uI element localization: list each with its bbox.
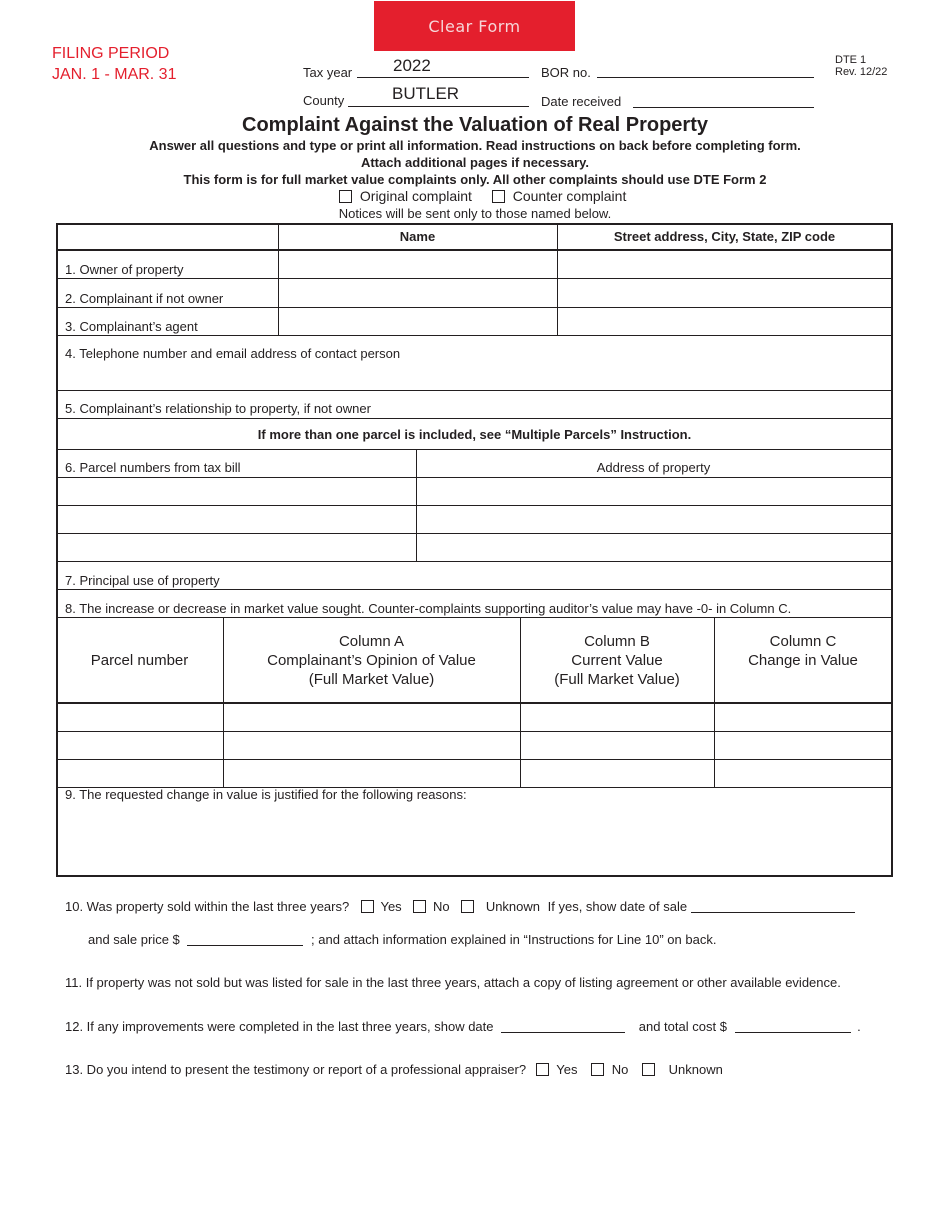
form-revision: Rev. 12/22 (835, 66, 888, 78)
question-10-text: 10. Was property sold within the last three years? (65, 899, 350, 914)
column-c-header (714, 632, 892, 670)
improvement-cost-label: and total cost $ (638, 1019, 727, 1034)
appraiser-unknown-label: Unknown (668, 1062, 723, 1077)
column-a-header (223, 632, 520, 689)
value-row-column-a-field[interactable] (224, 704, 520, 731)
county-label: County (303, 93, 345, 108)
sale-attach-text: ; and attach information explained in “Instructions for Line 10” on back. (311, 932, 717, 947)
sale-date-field[interactable] (691, 901, 855, 913)
line-4-label: 4. Telephone number and email address of contact person (65, 346, 401, 361)
complaint-type-row (339, 188, 626, 204)
value-row-column-c-field[interactable] (715, 704, 891, 731)
multiple-parcels-note: If more than one parcel is included, see “Multiple Parcels” Instruction. (257, 427, 692, 442)
column-b-header (520, 632, 714, 689)
clear-form-button[interactable]: Clear Form (374, 1, 575, 51)
column-a-subtitle: Complainant’s Opinion of Value (267, 652, 476, 669)
complainant-address-field[interactable] (558, 279, 891, 307)
line-9-label: 9. The requested change in value is justified for the following reasons: (65, 787, 467, 802)
bor-field[interactable] (597, 60, 814, 78)
tax-year-value: 2022 (393, 56, 431, 75)
county-value: BUTLER (392, 84, 460, 103)
instruction-line-3: This form is for full market value complaints only. All other complaints should use DTE Form 2 (183, 172, 767, 187)
owner-name-field[interactable] (279, 251, 556, 278)
sale-date-label: If yes, show date of sale (547, 899, 688, 914)
sold-no-label: No (432, 899, 450, 914)
line-6-label: 6. Parcel numbers from tax bill (65, 460, 241, 475)
appraiser-yes-checkbox[interactable] (536, 1063, 549, 1076)
sold-unknown-checkbox[interactable] (461, 900, 474, 913)
page-title: Complaint Against the Valuation of Real Property (242, 114, 708, 136)
owner-address-field[interactable] (558, 251, 891, 278)
address-column-header: Street address, City, State, ZIP code (613, 229, 836, 244)
appraiser-no-label: No (611, 1062, 629, 1077)
complainant-name-field[interactable] (279, 279, 556, 307)
column-c-title: Column C (769, 633, 837, 650)
appraiser-no-checkbox[interactable] (591, 1063, 604, 1076)
question-12-period: . (857, 1019, 861, 1034)
question-13-text: 13. Do you intend to present the testimony or report of a professional appraiser? (65, 1062, 527, 1077)
original-complaint-checkbox[interactable] (339, 190, 352, 203)
sold-unknown-label: Unknown (485, 899, 541, 914)
notice-text: Notices will be sent only to those named below. (338, 206, 612, 221)
parcel-number-field-1[interactable] (58, 478, 416, 505)
reasons-field[interactable] (58, 805, 891, 875)
complainant-row-label: 2. Complainant if not owner (65, 291, 224, 306)
value-row-column-b-field[interactable] (521, 704, 714, 731)
agent-row-label: 3. Complainant’s agent (65, 319, 198, 334)
sold-no-checkbox[interactable] (413, 900, 426, 913)
name-column-header: Name (399, 229, 436, 244)
column-b-title: Column B (584, 633, 650, 650)
tax-year-field[interactable] (357, 56, 529, 78)
question-13 (65, 1062, 723, 1077)
property-address-field-1[interactable] (417, 478, 891, 505)
counter-complaint-checkbox[interactable] (492, 190, 505, 203)
question-10-price (88, 932, 716, 947)
column-b-note: (Full Market Value) (554, 671, 680, 688)
property-address-field-3[interactable] (417, 534, 891, 561)
agent-name-field[interactable] (279, 308, 556, 335)
parcel-number-header: Parcel number (90, 652, 189, 669)
value-row-parcel-field[interactable] (58, 704, 223, 731)
agent-address-field[interactable] (558, 308, 891, 335)
parcel-number-field-3[interactable] (58, 534, 416, 561)
counter-complaint-label: Counter complaint (512, 188, 627, 204)
form-code: DTE 1 (835, 54, 867, 66)
bor-label: BOR no. (541, 65, 591, 80)
filing-period-dates: JAN. 1 - MAR. 31 (52, 66, 177, 83)
line-7-label: 7. Principal use of property (65, 573, 220, 588)
column-a-title: Column A (338, 633, 405, 650)
sold-yes-checkbox[interactable] (361, 900, 374, 913)
question-12 (65, 1019, 861, 1034)
contact-info-field[interactable] (58, 362, 891, 390)
sold-yes-label: Yes (380, 899, 402, 914)
sale-price-label: and sale price $ (88, 932, 180, 947)
owner-row-label: 1. Owner of property (65, 262, 184, 277)
parcel-number-field-2[interactable] (58, 506, 416, 533)
question-11: 11. If property was not sold but was listed for sale in the last three years, attach a copy of listing agreement or other available evidence. (65, 975, 841, 990)
filing-period-label: FILING PERIOD (52, 45, 170, 62)
appraiser-unknown-checkbox[interactable] (642, 1063, 655, 1076)
question-10 (65, 899, 855, 914)
appraiser-yes-label: Yes (556, 1062, 578, 1077)
instruction-line-2: Attach additional pages if necessary. (360, 155, 590, 170)
date-received-label: Date received (541, 94, 622, 109)
tax-year-label: Tax year (303, 65, 353, 80)
date-received-field[interactable] (633, 90, 814, 108)
county-field[interactable] (348, 84, 529, 107)
column-c-subtitle: Change in Value (748, 652, 858, 669)
sale-price-field[interactable] (187, 934, 303, 946)
property-address-field-2[interactable] (417, 506, 891, 533)
property-address-header: Address of property (596, 460, 711, 475)
improvement-cost-field[interactable] (735, 1021, 851, 1033)
question-12-text: 12. If any improvements were completed in the last three years, show date (65, 1019, 494, 1034)
line-8-label: 8. The increase or decrease in market value sought. Counter-complaints supporting auditor’s value may have -0- in Column C. (65, 601, 792, 616)
instruction-line-1: Answer all questions and type or print all information. Read instructions on back before completing form. (149, 138, 801, 153)
improvement-date-field[interactable] (501, 1021, 625, 1033)
column-b-subtitle: Current Value (571, 652, 663, 669)
line-5-label: 5. Complainant’s relationship to property, if not owner (65, 401, 371, 416)
column-a-note: (Full Market Value) (308, 671, 435, 688)
original-complaint-label: Original complaint (359, 188, 472, 204)
